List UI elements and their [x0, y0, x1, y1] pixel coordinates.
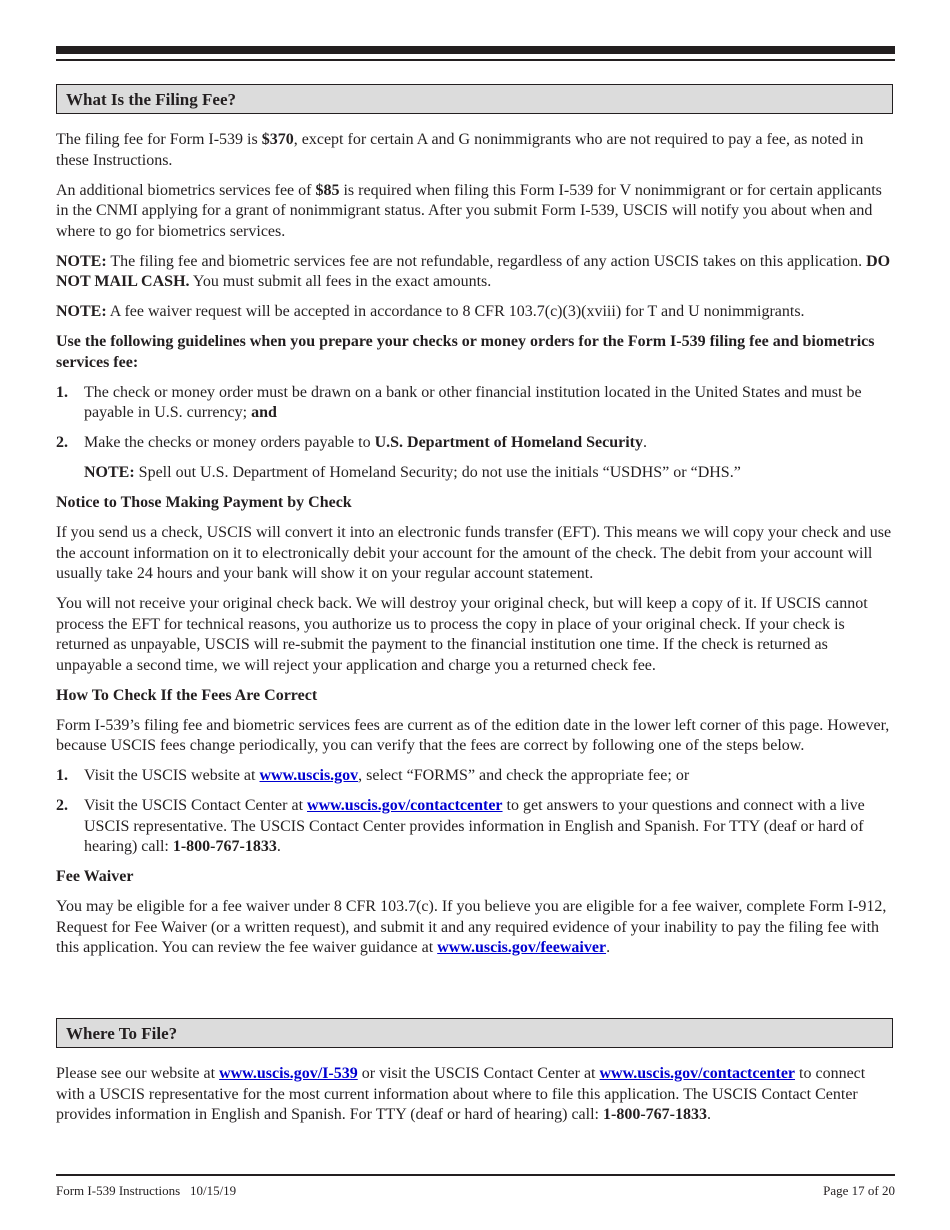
text: , except for certain A and G nonimmigrants who are not required to pay a fee, as noted in these Instructions.: [56, 131, 864, 169]
text: The filing fee for Form I-539 is: [56, 131, 262, 148]
top-rule-thick: [56, 46, 895, 54]
contact-center-link[interactable]: www.uscis.gov/contactcenter: [307, 797, 503, 814]
check-paragraph-1: If you send us a check, USCIS will convert it into an electronic funds transfer (EFT). This means we will copy your check and use the account information on it to electronically debit your account for the amount of the check. The debit from your account will usually take 24 hours and your bank will show it on your regular account statement.: [56, 524, 892, 582]
text: You may be eligible for a fee waiver under 8 CFR 103.7(c). If you believe you are eligible for a fee waiver, complete Form I-912, Request for Fee Waiver (or a written request), and submit it and any required evidence of your inability to pay the filing fee with this application. You can review the fee waiver guidance at: [56, 898, 887, 956]
note-label: NOTE:: [84, 464, 135, 481]
biometrics-paragraph: [56, 181, 895, 243]
text: A fee waiver request will be accepted in accordance to 8 CFR 103.7(c)(3)(xviii) for T and U nonimmigrants.: [106, 303, 805, 320]
where-to-file-section: [56, 1064, 895, 1135]
fees-correct-heading: How To Check If the Fees Are Correct: [56, 686, 318, 704]
text: Visit the USCIS Contact Center at: [84, 797, 308, 814]
list-text: [84, 766, 895, 787]
where-to-file-heading: Where To File?: [56, 1018, 893, 1048]
filing-fee-heading: What Is the Filing Fee?: [56, 84, 893, 114]
text: Visit the USCIS website at: [84, 767, 260, 784]
list-text: [84, 383, 895, 424]
text: An additional biometrics services fee of: [56, 181, 316, 199]
list-number: 2.: [56, 434, 68, 451]
fee-waiver-note: [56, 302, 895, 323]
text: .: [276, 838, 281, 855]
text: is required when filing this Form I-539 for V nonimmigrant or for certain applicants in the CNMI applying for a grant of nonimmigrant status. After you submit Form I-539, USCIS will notify you about when and where to go for biometrics services.: [56, 181, 882, 240]
text: to connect with a USCIS representative for the most current information about where to file this application. The USCIS Contact Center provides information in English and Spanish. For TTY (deaf or hard of hearing) call:: [56, 1065, 866, 1123]
text: Make the checks or money orders payable to: [84, 434, 375, 451]
form-i539-link[interactable]: www.uscis.gov/I-539: [219, 1065, 358, 1082]
note-label: NOTE:: [56, 252, 107, 270]
list-number: 1.: [56, 767, 68, 784]
text: You must submit all fees in the exact amounts.: [189, 273, 492, 290]
and-text: and: [251, 404, 277, 421]
text: Please see our website at: [56, 1065, 220, 1082]
note-label: NOTE:: [56, 303, 107, 320]
tty-phone-number: 1-800-767-1833: [602, 1106, 707, 1123]
fees-correct-paragraph: Form I-539’s filing fee and biometric services fees are current as of the edition date in the lower left corner of this page. However, because USCIS fees change periodically, you can verify that the fees are correct by following one of the steps below.: [56, 716, 890, 754]
fee-waiver-link[interactable]: www.uscis.gov/feewaiver: [437, 939, 607, 956]
check-payment-heading: Notice to Those Making Payment by Check: [56, 494, 352, 511]
text: .: [706, 1106, 711, 1123]
contact-center-link[interactable]: www.uscis.gov/contactcenter: [599, 1065, 796, 1082]
guideline-item-1: [56, 383, 895, 424]
refund-note: [56, 252, 895, 293]
where-to-file-paragraph: [56, 1064, 895, 1126]
text: or visit the USCIS Contact Center at: [357, 1065, 600, 1082]
page-footer: [56, 1183, 895, 1199]
list-text: [84, 433, 895, 454]
fee-waiver-paragraph: [56, 897, 895, 959]
guidelines-intro: Use the following guidelines when you prepare your checks or money orders for the Form I-539 filing fee and biometrics services fee:: [56, 333, 875, 371]
text: The check or money order must be drawn on a bank or other financial institution located in the United States and must be payable in U.S. currency;: [84, 383, 862, 421]
text: Spell out U.S. Department of Homeland Security; do not use the initials “USDHS” or “DHS.”: [134, 464, 741, 481]
verify-step-1: [56, 766, 895, 787]
initials-note: [56, 463, 895, 484]
fee-waiver-heading: Fee Waiver: [56, 868, 134, 885]
text: The filing fee and biometric services fee are not refundable, regardless of any action USCIS takes on this application.: [106, 252, 867, 270]
verify-step-2: [56, 796, 895, 858]
page-number: Page 17 of 20: [823, 1183, 895, 1198]
uscis-website-link[interactable]: www.uscis.gov: [259, 767, 359, 784]
list-number: 1.: [56, 383, 68, 401]
text: .: [642, 434, 647, 451]
list-text: [84, 796, 895, 858]
top-rule-thin: [56, 59, 895, 61]
tty-phone-number: 1-800-767-1833: [172, 838, 277, 855]
text: , select “FORMS” and check the appropriate fee; or: [358, 767, 690, 784]
list-number: 2.: [56, 797, 68, 814]
text: to get answers to your questions and connect with a live USCIS representative. The USCIS Contact Center provides information in English and Spanish. For TTY (deaf or hard of hearing) call:: [84, 797, 865, 855]
guideline-item-2: [56, 433, 895, 454]
footer-rule: [56, 1174, 895, 1176]
text: .: [606, 939, 611, 956]
fee-paragraph: [56, 130, 895, 171]
filing-fee-amount: $370: [261, 131, 294, 148]
check-paragraph-2: You will not receive your original check back. We will destroy your original check, but will keep a copy of it. If USCIS cannot process the EFT for technical reasons, you authorize us to process the copy in place of your original check. If your check is returned as unpayable, USCIS will re-submit the payment to the financial institution one time. If the check is returned as unpayable a second time, we will reject your application and charge you a returned check fee.: [56, 595, 868, 674]
form-edition: Form I-539 Instructions 10/15/19: [56, 1183, 237, 1198]
no-cash-warning: DO NOT MAIL CASH.: [56, 252, 891, 290]
filing-fee-section: [56, 130, 895, 968]
biometrics-fee-amount: $85: [315, 181, 340, 199]
payee-name: U.S. Department of Homeland Security: [374, 434, 643, 451]
